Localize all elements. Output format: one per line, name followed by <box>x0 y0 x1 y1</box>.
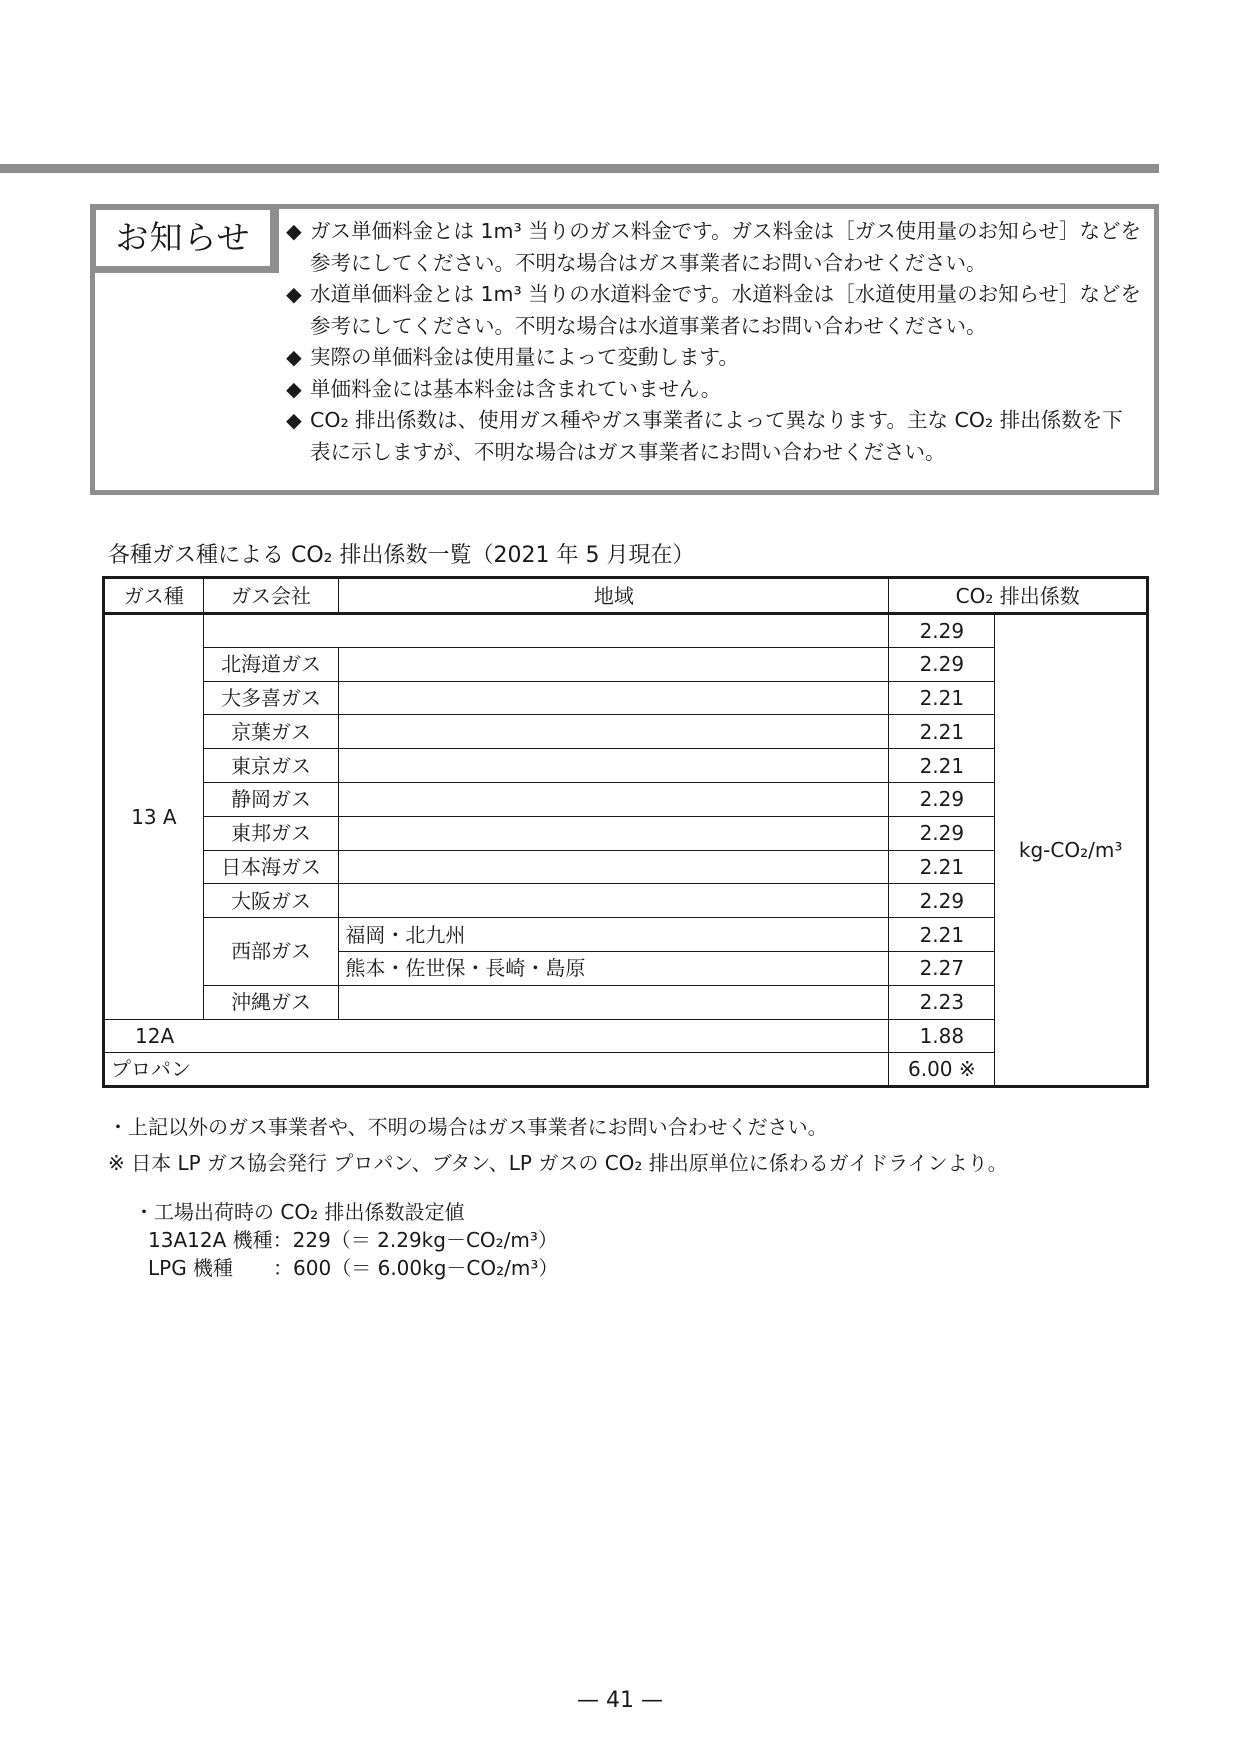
coefficient-value: 2.29 <box>889 884 995 918</box>
factory-line: LPG 機種 ：600（＝ 6.00kg－CO₂/m³） <box>148 1256 559 1280</box>
region-cell: 福岡・北九州 <box>339 918 889 952</box>
region-cell <box>339 681 889 715</box>
coefficient-value: 2.21 <box>889 749 995 783</box>
factory-title: ・工場出荷時の CO₂ 排出係数設定値 <box>134 1200 465 1224</box>
notice-item: ◆ CO₂ 排出係数は、使用ガス種やガス事業者によって異なります。主な CO₂ 排出係数を下 表に示しますが、不明な場合はガス事業者にお問い合わせください。 <box>286 405 1148 468</box>
region-cell <box>339 715 889 749</box>
coefficient-value: 2.21 <box>889 715 995 749</box>
region-cell <box>339 850 889 884</box>
table-note: ・上記以外のガス事業者や、不明の場合はガス事業者にお問い合わせください。 <box>108 1115 828 1139</box>
header-company: ガス会社 <box>203 578 339 614</box>
coefficient-value: 2.29 <box>889 647 995 681</box>
factory-line: 13A12A 機種：229（＝ 2.29kg－CO₂/m³） <box>148 1228 558 1252</box>
region-cell <box>339 884 889 918</box>
table-header-row <box>104 578 1148 614</box>
table-row <box>104 1053 1148 1087</box>
diamond-bullet-icon: ◆ <box>286 408 302 432</box>
region-cell <box>339 782 889 816</box>
notice-item: ◆ 単価料金には基本料金は含まれていません。 <box>286 374 1148 406</box>
coefficient-value: 2.29 <box>889 816 995 850</box>
coefficient-value: 1.88 <box>889 1019 995 1053</box>
notice-item: ◆ ガス単価料金とは 1m³ 当りのガス料金です。ガス料金は［ガス使用量のお知らせ］などを 参考にしてください。不明な場合はガス事業者にお問い合わせください。 <box>286 216 1148 279</box>
header-gas-type: ガス種 <box>104 578 204 614</box>
table-row <box>104 816 1148 850</box>
region-cell <box>339 749 889 783</box>
top-rule <box>0 164 1159 173</box>
region-cell <box>339 816 889 850</box>
company-name: 大阪ガス <box>203 884 339 918</box>
table-row <box>104 918 1148 952</box>
diamond-bullet-icon: ◆ <box>286 282 302 306</box>
coefficient-value: 2.23 <box>889 985 995 1019</box>
coefficient-value: 2.21 <box>889 850 995 884</box>
gas-type-13a: 13 A <box>104 614 204 1020</box>
table-row <box>104 884 1148 918</box>
coefficient-value: 6.00 ※ <box>889 1053 995 1087</box>
coefficient-value: 2.29 <box>889 782 995 816</box>
company-name: 東京ガス <box>203 749 339 783</box>
company-name: 東邦ガス <box>203 816 339 850</box>
diamond-bullet-icon: ◆ <box>286 376 302 401</box>
diamond-bullet-icon: ◆ <box>286 345 302 369</box>
table-row <box>104 985 1148 1019</box>
co2-coefficient-table <box>102 576 1149 1088</box>
blank-cell <box>203 614 889 648</box>
diamond-bullet-icon: ◆ <box>286 219 302 243</box>
company-name: 沖縄ガス <box>203 985 339 1019</box>
unit-cell: kg-CO₂/m³ <box>995 614 1148 1087</box>
company-name: 西部ガス <box>203 918 339 986</box>
header-region: 地域 <box>339 578 889 614</box>
table-row <box>104 681 1148 715</box>
company-name: 北海道ガス <box>203 647 339 681</box>
coefficient-value: 2.29 <box>889 614 995 648</box>
notice-list <box>286 216 1148 468</box>
notice-label: お知らせ <box>96 210 270 266</box>
table-caption: 各種ガス種による CO₂ 排出係数一覧（2021 年 5 月現在） <box>108 543 695 568</box>
table-row <box>104 1019 1148 1053</box>
company-name: 静岡ガス <box>203 782 339 816</box>
table-row <box>104 782 1148 816</box>
factory-settings <box>134 1198 558 1282</box>
company-name: 日本海ガス <box>203 850 339 884</box>
page-number: — 41 — <box>577 1688 663 1713</box>
table-row <box>104 647 1148 681</box>
gas-type-12a: 12A <box>104 1019 889 1053</box>
region-cell <box>339 647 889 681</box>
coefficient-value: 2.21 <box>889 681 995 715</box>
table-row <box>104 715 1148 749</box>
notice-item: ◆ 水道単価料金とは 1m³ 当りの水道料金です。水道料金は［水道使用量のお知らせ］などを 参考にしてください。不明な場合は水道事業者にお問い合わせください。 <box>286 279 1148 342</box>
gas-type-propane: プロパン <box>104 1053 889 1087</box>
company-name: 大多喜ガス <box>203 681 339 715</box>
table-row <box>104 749 1148 783</box>
source-note: ※ 日本 LP ガス協会発行 プロパン、ブタン、LP ガスの CO₂ 排出原単位に係わるガイドラインより。 <box>108 1151 1008 1175</box>
region-cell: 熊本・佐世保・長崎・島原 <box>339 951 889 985</box>
coefficient-value: 2.27 <box>889 951 995 985</box>
notice-item: ◆ 実際の単価料金は使用量によって変動します。 <box>286 342 1148 374</box>
region-cell <box>339 985 889 1019</box>
table-row <box>104 614 1148 648</box>
table-row <box>104 850 1148 884</box>
header-coefficient: CO₂ 排出係数 <box>889 578 1148 614</box>
company-name: 京葉ガス <box>203 715 339 749</box>
coefficient-value: 2.21 <box>889 918 995 952</box>
